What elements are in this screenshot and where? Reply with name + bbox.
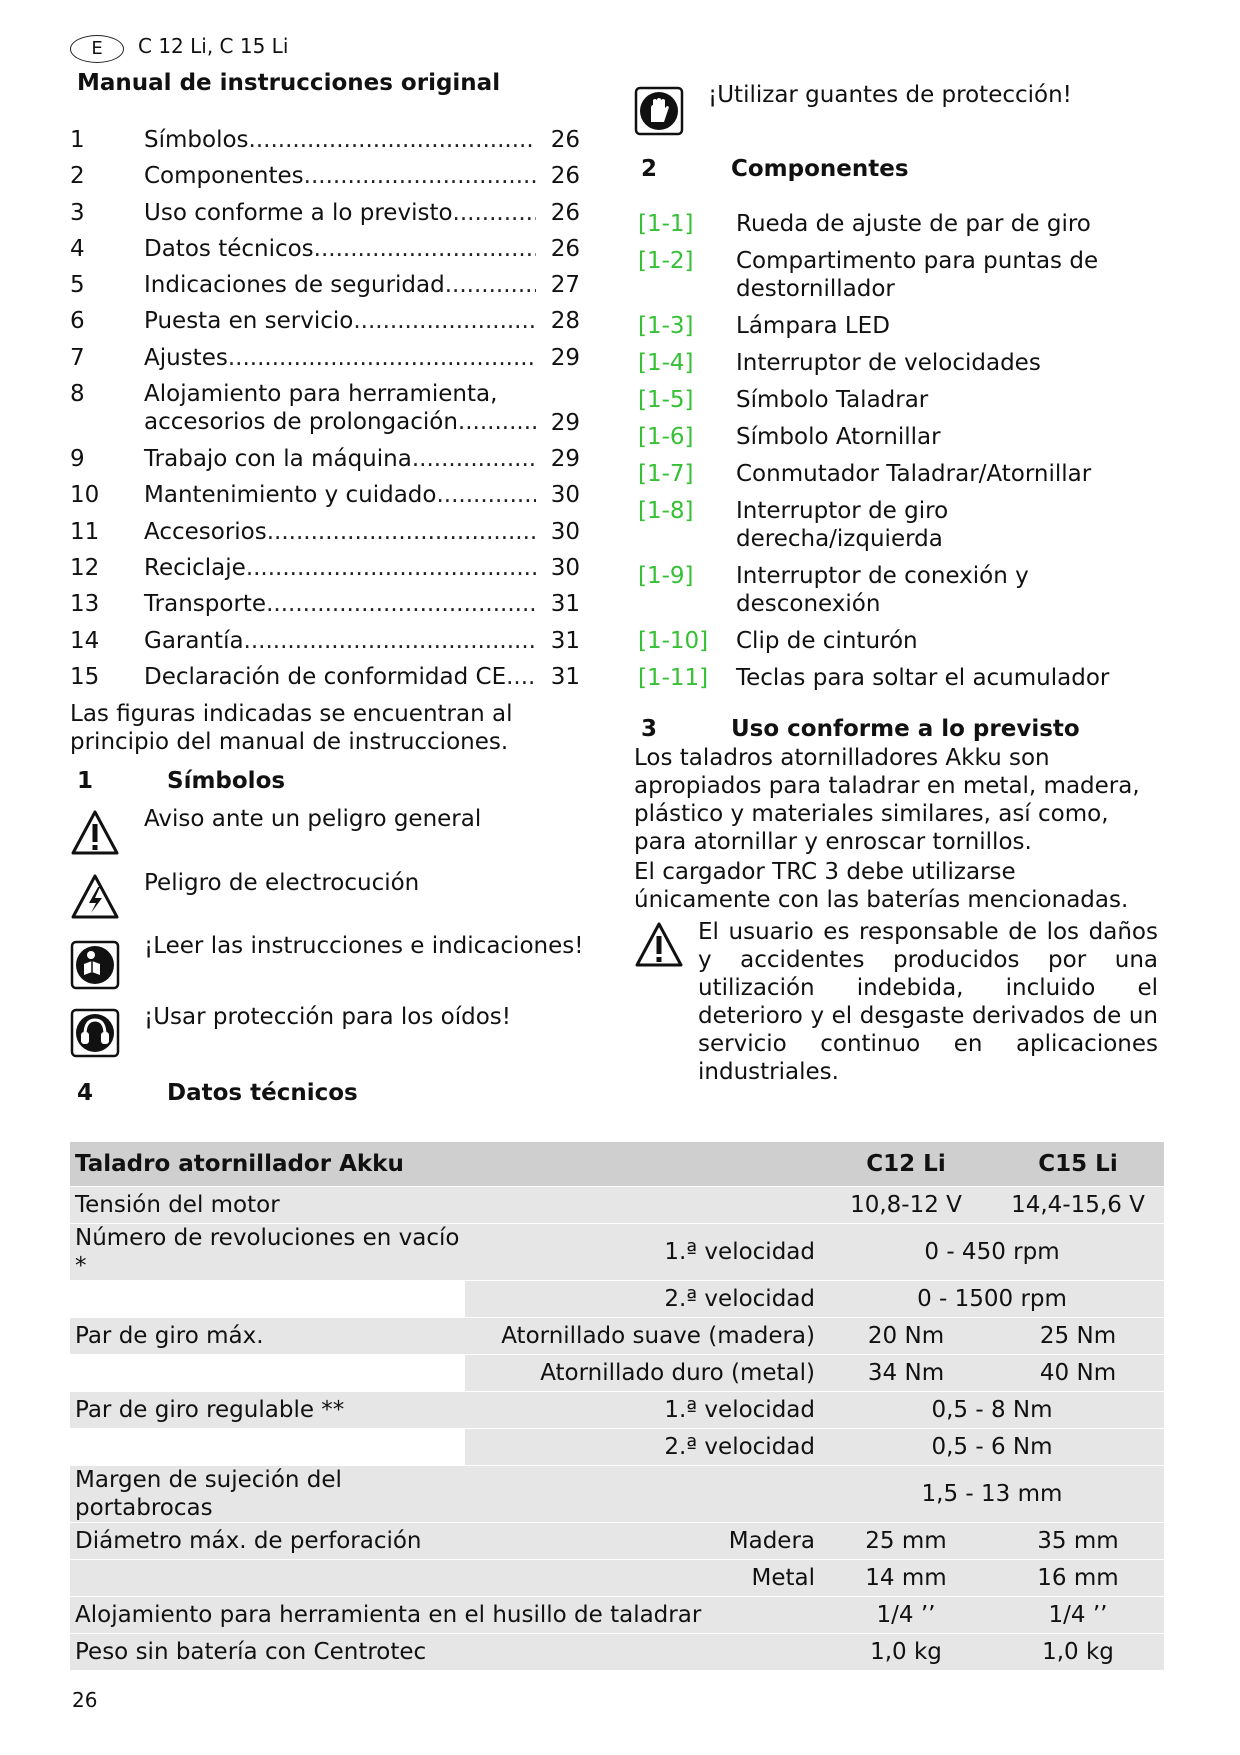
toc-item[interactable] [70,271,580,307]
toc-item[interactable] [70,344,580,380]
value-c15: 14,4-15,6 V [992,1187,1164,1223]
value-c12: 14 mm [820,1560,992,1596]
components-list [638,210,1168,701]
component-ref: [1-3] [638,313,694,339]
table-row [70,1187,1164,1223]
table-row [70,1392,1164,1428]
table-of-contents [70,126,580,699]
figures-note: Las figuras indicadas se encuentran al principio del manual de instrucciones. [70,701,513,755]
component-label: Compartimento para puntas de destornillador [736,248,1099,302]
row-sublabel: 1.ª velocidad [465,1224,820,1280]
row-sublabel: Madera [465,1523,820,1559]
component-label: Teclas para soltar el acumulador [736,665,1110,691]
toc-item[interactable] [70,590,580,626]
toc-title: Garantía [144,627,244,654]
table-row [70,1224,1164,1280]
toc-number: 15 [70,663,100,690]
toc-number: 4 [70,235,85,262]
toc-title: Declaración de conformidad CE [144,663,507,690]
component-label: Símbolo Taladrar [736,387,929,413]
symbol-label: Peligro de electrocución [144,870,420,896]
component-ref: [1-6] [638,424,694,450]
component-label: Conmutador Taladrar/Atornillar [736,461,1092,487]
toc-title: Transporte [144,591,267,618]
toc-title: Indicaciones de seguridad [144,272,445,299]
value-both: 0,5 - 6 Nm [820,1429,1164,1465]
row-label [70,1281,465,1317]
table-row [70,1560,1164,1596]
component-label: Clip de cinturón [736,628,918,654]
table-row [70,1281,1164,1317]
page-number: 26 [72,1688,98,1712]
value-both: 0 - 450 rpm [820,1224,1164,1280]
toc-number: 8 [70,381,85,408]
table-row [70,1355,1164,1391]
list-item [638,423,1168,460]
toc-title: Puesta en servicio [144,308,354,335]
gloves-icon [634,86,684,136]
list-item [638,349,1168,386]
row-label: Margen de sujeción del portabrocas [70,1466,465,1522]
row-sublabel: Metal [465,1560,820,1596]
value-c12: 34 Nm [820,1355,992,1391]
row-label: Diámetro máx. de perforación [70,1523,465,1559]
read-manual-icon [70,940,120,990]
toc-page: 29 [550,344,580,371]
value-c15: 25 Nm [992,1318,1164,1354]
toc-page: 31 [550,663,580,690]
section-2-heading: 2 Componentes [641,156,909,182]
row-label [70,1429,465,1465]
toc-item[interactable] [70,663,580,699]
intended-use-paragraph: Los taladros atornilladores Akku son apropiados para taladrar en metal, madera, plástico y materiales similares, así como, para atornillar y enroscar tornillos. [634,745,1140,855]
row-sublabel: 1.ª velocidad [465,1392,820,1428]
toc-page: 29 [550,446,580,473]
electric-hazard-icon [70,872,120,922]
row-label: Par de giro regulable ** [70,1392,465,1428]
toc-title: Alojamiento para herramienta, [144,381,498,408]
toc-page: 31 [550,627,580,654]
table-header-cell: C15 Li [992,1142,1164,1186]
component-label: Lámpara LED [736,313,890,339]
toc-page: 26 [550,163,580,190]
toc-title: Trabajo con la máquina [144,446,412,473]
toc-item[interactable] [70,627,580,663]
table-row [70,1318,1164,1354]
table-row [70,1466,1164,1522]
toc-title-cont: accesorios de prolongación [144,409,458,436]
toc-page: 28 [550,308,580,335]
toc-page: 30 [550,554,580,581]
row-sublabel [465,1466,820,1522]
toc-number: 10 [70,482,100,509]
row-label: Alojamiento para herramienta en el husillo de taladrar [70,1597,820,1633]
list-item [638,460,1168,497]
component-ref: [1-10] [638,628,709,654]
value-c12: 10,8-12 V [820,1187,992,1223]
section-4-heading: 4 Datos técnicos [77,1080,358,1106]
section-3-heading: 3 Uso conforme a lo previsto [641,716,1080,742]
list-item [638,664,1168,701]
toc-page: 31 [550,591,580,618]
language-badge: E [70,35,124,63]
row-sublabel: 2.ª velocidad [465,1429,820,1465]
symbol-label: ¡Usar protección para los oídos! [144,1004,511,1030]
value-c15: 35 mm [992,1523,1164,1559]
component-ref: [1-8] [638,498,694,524]
table-header-cell: Taladro atornillador Akku [70,1142,820,1186]
toc-item[interactable] [70,199,580,235]
toc-item[interactable] [70,554,580,590]
value-c12: 1,0 kg [820,1634,992,1670]
symbol-label: Aviso ante un peligro general [144,806,482,832]
list-item [638,497,1168,562]
component-ref: [1-5] [638,387,694,413]
component-ref: [1-2] [638,248,694,274]
row-sublabel [465,1187,820,1223]
toc-page: 30 [550,518,580,545]
value-c12: 20 Nm [820,1318,992,1354]
value-c15: 1/4 ’’ [992,1597,1164,1633]
component-ref: [1-11] [638,665,709,691]
toc-title: Datos técnicos [144,235,314,262]
component-label: Interruptor de giro derecha/izquierda [736,498,949,552]
toc-number: 5 [70,272,85,299]
table-header-cell: C12 Li [820,1142,992,1186]
list-item [638,627,1168,664]
value-both: 0 - 1500 rpm [820,1281,1164,1317]
component-label: Símbolo Atornillar [736,424,941,450]
toc-number: 13 [70,591,100,618]
row-sublabel: 2.ª velocidad [465,1281,820,1317]
page-title: Manual de instrucciones original [77,70,501,96]
toc-item[interactable] [70,235,580,271]
toc-number: 9 [70,446,85,473]
toc-item[interactable] [70,445,580,481]
toc-number: 14 [70,627,100,654]
list-item [638,386,1168,423]
value-both: 0,5 - 8 Nm [820,1392,1164,1428]
row-label: Peso sin batería con Centrotec [70,1634,465,1670]
row-label: Número de revoluciones en vacío * [70,1224,465,1280]
list-item [638,210,1168,247]
component-label: Interruptor de velocidades [736,350,1041,376]
charger-paragraph: El cargador TRC 3 debe utilizarse únicamente con las baterías mencionadas. [634,859,1129,913]
value-c12: 1/4 ’’ [820,1597,992,1633]
table-row [70,1634,1164,1670]
toc-item[interactable] [70,162,580,198]
section-1-heading: 1 Símbolos [77,768,286,794]
tech-data-table [70,1141,1164,1671]
document-id: C 12 Li, C 15 Li [138,34,289,58]
toc-item[interactable] [70,518,580,554]
table-row [70,1523,1164,1559]
toc-item[interactable] [70,126,580,162]
toc-page: 26 [550,235,580,262]
row-sublabel: Atornillado duro (metal) [465,1355,820,1391]
toc-page: 26 [550,199,580,226]
row-label: Tensión del motor [70,1187,465,1223]
component-label: Interruptor de conexión y desconexión [736,563,1029,617]
toc-item[interactable] [70,307,580,343]
toc-number: 3 [70,199,85,226]
liability-warning: El usuario es responsable de los daños y accidentes producidos por una utilización indebida, incluido el deterioro y el desgaste derivados de un servicio continuo en aplicaciones industriales. [698,919,1158,1085]
value-c15: 16 mm [992,1560,1164,1596]
warning-triangle-icon [634,920,684,970]
row-sublabel [465,1634,820,1670]
component-label: Rueda de ajuste de par de giro [736,211,1091,237]
toc-item[interactable] [70,380,580,445]
component-ref: [1-7] [638,461,694,487]
toc-title: Uso conforme a lo previsto [144,199,453,226]
ear-protection-icon [70,1008,120,1058]
toc-item[interactable] [70,481,580,517]
value-c15: 40 Nm [992,1355,1164,1391]
toc-title: Accesorios [144,518,267,545]
table-row [70,1597,1164,1633]
list-item [638,247,1168,312]
toc-title: Componentes [144,163,304,190]
row-label [70,1560,465,1596]
toc-number: 6 [70,308,85,335]
list-item [638,562,1168,627]
table-header-row [70,1142,1164,1186]
toc-title: Ajustes [144,344,228,371]
component-ref: [1-9] [638,563,694,589]
symbol-label: ¡Utilizar guantes de protección! [708,82,1072,108]
toc-number: 11 [70,518,100,545]
value-c12: 25 mm [820,1523,992,1559]
toc-number: 1 [70,127,85,153]
symbol-label: ¡Leer las instrucciones e indicaciones! [144,933,584,959]
toc-number: 7 [70,344,85,371]
value-both: 1,5 - 13 mm [820,1466,1164,1522]
toc-number: 12 [70,554,100,581]
row-label [70,1355,465,1391]
toc-number: 2 [70,163,85,190]
component-ref: [1-4] [638,350,694,376]
value-c15: 1,0 kg [992,1634,1164,1670]
toc-page: 29 [550,410,580,437]
toc-title: Reciclaje [144,554,246,581]
table-row [70,1429,1164,1465]
toc-title: Mantenimiento y cuidado [144,482,437,509]
component-ref: [1-1] [638,211,694,237]
warning-triangle-icon [70,808,120,858]
row-sublabel: Atornillado suave (madera) [465,1318,820,1354]
toc-page: 27 [550,272,580,299]
toc-page: 30 [550,482,580,509]
toc-title: Símbolos [144,127,249,153]
toc-page: 26 [550,127,580,153]
list-item [638,312,1168,349]
row-label: Par de giro máx. [70,1318,465,1354]
